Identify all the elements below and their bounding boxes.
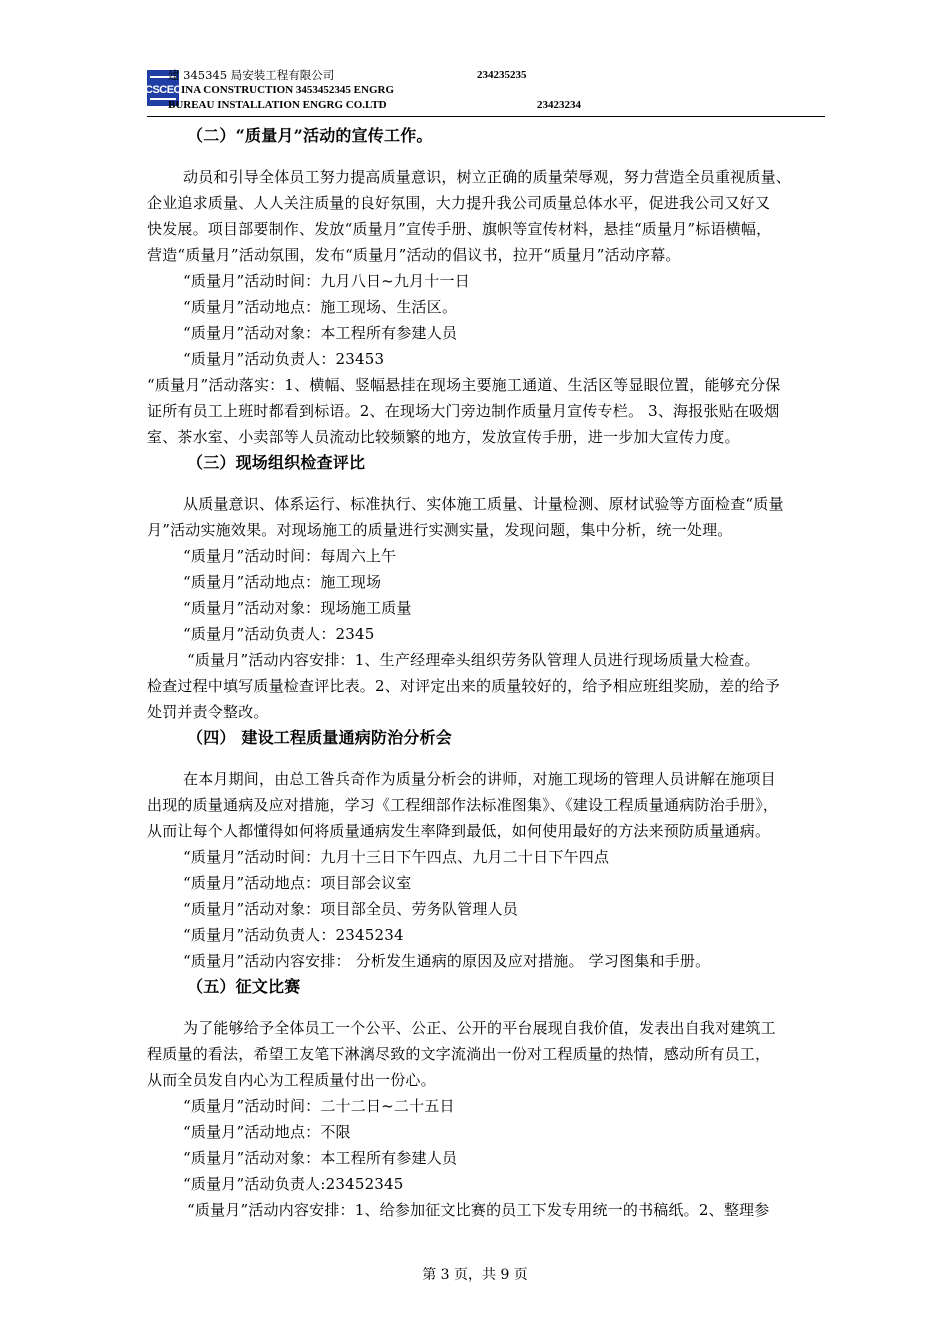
body-line: “质量月”活动地点：施工现场 xyxy=(183,573,382,591)
body-line: 为了能够给予全体员工一个公平、公正、公开的平台展现自我价值，发表出自我对建筑工 xyxy=(183,1019,776,1037)
header-company-en-1: INA CONSTRUCTION 3453452345 ENGRG xyxy=(181,84,394,96)
body-line: “质量月”活动对象：本工程所有参建人员 xyxy=(183,1149,458,1167)
svg-text:CSCEC: CSCEC xyxy=(144,84,182,96)
body-line: 快发展。项目部要制作、发放“质量月”宣传手册、旗帜等宣传材料，悬挂“质量月”标语横幅， xyxy=(147,220,772,238)
body-line: “质量月”活动负责人：2345 xyxy=(183,625,375,643)
body-line: “质量月”活动地点：不限 xyxy=(183,1123,351,1141)
body-line: 在本月期间，由总工昝兵奇作为质量分析会的讲师，对施工现场的管理人员讲解在施项目 xyxy=(183,770,776,788)
header-phone-2: 23423234 xyxy=(537,99,581,111)
body-line: 企业追求质量、人人关注质量的良好氛围，大力提升我公司质量总体水平，促进我公司又好又 xyxy=(147,194,771,212)
header-company-cn: 建 345345 局安装工程有限公司 xyxy=(168,68,335,82)
body-line: “质量月”活动对象：现场施工质量 xyxy=(183,599,412,617)
body-line: “质量月”活动时间：九月八日~九月十一日 xyxy=(183,272,470,290)
body-line: “质量月”活动负责人:23452345 xyxy=(183,1175,404,1193)
body-line: 从质量意识、体系运行、标准执行、实体施工质量、计量检测、原材试验等方面检查“质量 xyxy=(183,495,784,513)
body-line: 检查过程中填写质量检查评比表。2、对评定出来的质量较好的，给予相应班组奖励，差的给予 xyxy=(147,677,780,695)
body-line: 动员和引导全体员工努力提高质量意识，树立正确的质量荣辱观，努力营造全员重视质量、 xyxy=(183,168,792,186)
body-line: 从而让每个人都懂得如何将质量通病发生率降到最低，如何使用最好的方法来预防质量通病。 xyxy=(147,822,771,840)
body-line: “质量月”活动地点：施工现场、生活区。 xyxy=(183,298,458,316)
section-heading: （二）“质量月”活动的宣传工作。 xyxy=(187,126,433,145)
body-line: “质量月”活动内容安排：1、给参加征文比赛的员工下发专用统一的书稿纸。2、整理参 xyxy=(187,1201,770,1219)
body-line: 月”活动实施效果。对现场施工的质量进行实测实量，发现问题，集中分析，统一处理。 xyxy=(147,521,733,539)
body-line: “质量月”活动对象：本工程所有参建人员 xyxy=(183,324,458,342)
body-line: 从而全员发自内心为工程质量付出一份心。 xyxy=(147,1071,436,1089)
body-line: “质量月”活动内容安排： 分析发生通病的原因及应对措施。 学习图集和手册。 xyxy=(183,952,711,970)
body-line: 营造“质量月”活动氛围，发布“质量月”活动的倡议书，拉开“质量月”活动序幕。 xyxy=(147,246,681,264)
body-line: 处罚并责令整改。 xyxy=(147,703,269,721)
body-line: “质量月”活动时间：九月十三日下午四点、九月二十日下午四点 xyxy=(183,848,610,866)
header-company-en-2: BUREAU INSTALLATION ENGRG CO.LTD xyxy=(168,99,387,111)
page-footer: 第 3 页，共 9 页 xyxy=(422,1267,528,1283)
body-line: “质量月”活动落实：1、横幅、竖幅悬挂在现场主要施工通道、生活区等显眼位置，能够充分保 xyxy=(147,376,781,394)
body-line: “质量月”活动时间：二十二日~二十五日 xyxy=(183,1097,455,1115)
header-phone-1: 234235235 xyxy=(477,69,527,81)
header-divider xyxy=(147,116,825,117)
section-heading: （四） 建设工程质量通病防治分析会 xyxy=(187,728,452,747)
section-heading: （三）现场组织检查评比 xyxy=(187,453,366,472)
body-line: 证所有员工上班时都看到标语。2、在现场大门旁边制作质量月宣传专栏。 3、海报张贴在吸烟 xyxy=(147,402,780,420)
body-line: “质量月”活动时间：每周六上午 xyxy=(183,547,397,565)
body-line: 出现的质量通病及应对措施，学习《工程细部作法标准图集》、《建设工程质量通病防治手册》， xyxy=(147,796,779,814)
body-line: “质量月”活动地点：项目部会议室 xyxy=(183,874,412,892)
body-line: 程质量的看法，希望工友笔下淋漓尽致的文字流淌出一份对工程质量的热情，感动所有员工， xyxy=(147,1045,771,1063)
body-line: “质量月”活动负责人：23453 xyxy=(183,350,385,368)
body-line: 室、茶水室、小卖部等人员流动比较频繁的地方，发放宣传手册，进一步加大宣传力度。 xyxy=(147,428,740,446)
body-line: “质量月”活动负责人：2345234 xyxy=(183,926,404,944)
section-heading: （五）征文比赛 xyxy=(187,977,301,996)
body-line: “质量月”活动内容安排：1、生产经理牵头组织劳务队管理人员进行现场质量大检查。 xyxy=(187,651,760,669)
body-line: “质量月”活动对象：项目部全员、劳务队管理人员 xyxy=(183,900,518,918)
